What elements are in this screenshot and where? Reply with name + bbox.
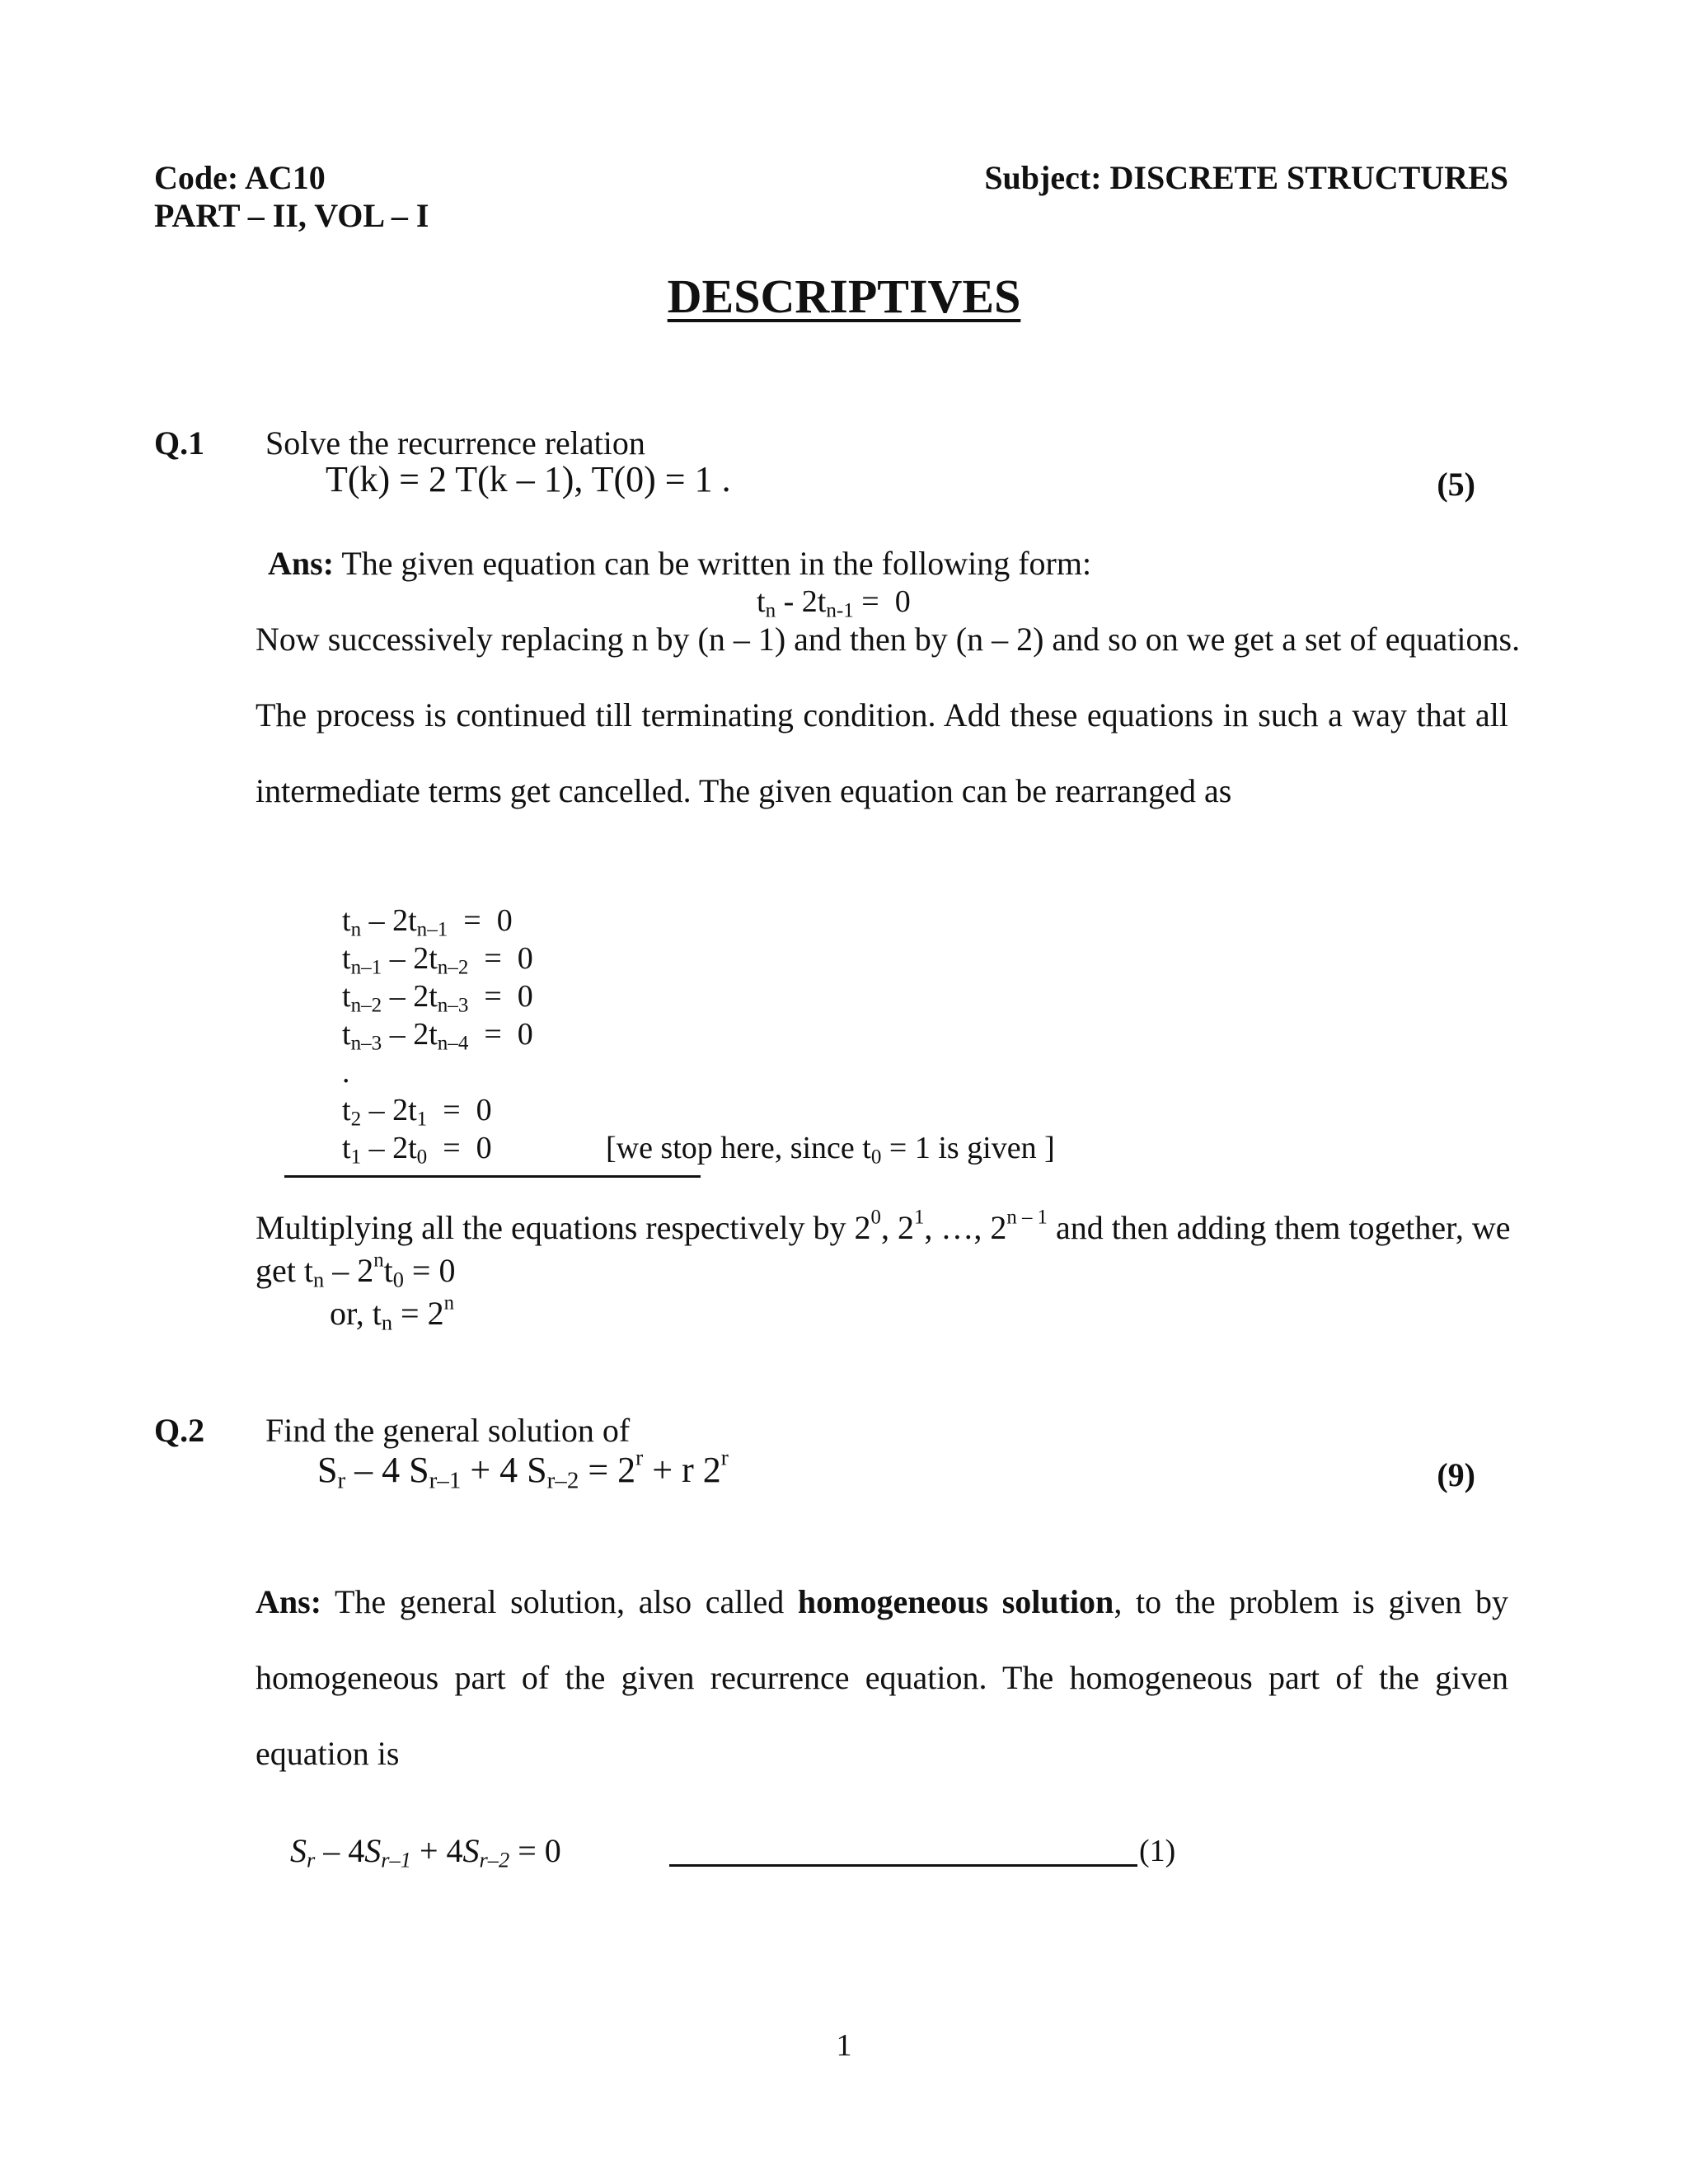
- subject-label: Subject: DISCRETE STRUCTURES: [984, 159, 1508, 196]
- part-label: PART – II, VOL – I: [154, 197, 429, 234]
- mult-text-b: and then adding them together, we: [1047, 1209, 1511, 1246]
- title-text: DESCRIPTIVES: [667, 269, 1021, 323]
- sum-rule: [284, 1175, 701, 1178]
- q1-paragraph-2b: intermediate terms get cancelled. The given equation can be rearranged as: [256, 772, 1232, 809]
- q1-ans-intro-text: The given equation can be written in the following form:: [341, 545, 1092, 582]
- q1-paragraph-2a: The process is continued till terminating condition. Add these equations in such a way that all: [256, 696, 1508, 733]
- eq-dot: .: [342, 1055, 350, 1090]
- q2-paragraph-3: equation is: [256, 1735, 400, 1772]
- mult-text-a: Multiplying all the equations respectively by 2: [256, 1209, 871, 1246]
- or-text: or, t: [330, 1295, 382, 1332]
- q2-p1-b: , to the problem is given by: [1114, 1583, 1509, 1620]
- stop-note-a: [we stop here, since t: [606, 1131, 871, 1165]
- q2-p1-a: The general solution, also called: [334, 1583, 785, 1620]
- get-text: get t: [256, 1252, 313, 1289]
- q2-ans-label: Ans:: [256, 1583, 322, 1620]
- q1-form-equation: $t_n - 2t_{n-1} = 0$: [757, 584, 911, 622]
- q1-marks: (5): [1437, 466, 1475, 503]
- q1-result: or, $t_n = 2^n$: [330, 1291, 455, 1335]
- stop-note-b: = 1 is given ]: [881, 1131, 1055, 1165]
- eq-blank-rule: [669, 1864, 1137, 1867]
- code-label: Code: AC10: [154, 159, 326, 196]
- q2-marks: (9): [1437, 1456, 1475, 1493]
- eq-line-2: $t_{n-1} - 2t_{n-2} = 0$: [342, 941, 533, 979]
- q2-equation: $S_r - 4$ $S_{r-1} + 4$ $S_{r-2} = 2^r + r$ 2$^r$: [317, 1445, 729, 1494]
- q2-paragraph-2: homogeneous part of the given recurrence equation. The homogeneous part of the given: [256, 1659, 1508, 1696]
- q1-number: Q.1: [154, 424, 205, 462]
- q1-equation: T(k) = 2 T(k – 1), T(0) = 1 .: [326, 459, 731, 499]
- q1-prompt: Solve the recurrence relation: [265, 424, 645, 462]
- eq-line-1: $t_n - 2t_{n-1} = 0$: [342, 903, 513, 941]
- q2-number: Q.2: [154, 1412, 205, 1449]
- q2-homogeneous-equation: $S_r - 4S_{r-1} + 4S_{r-2} = 0$: [290, 1832, 561, 1872]
- page-title: [0, 269, 1688, 324]
- eq-label: (1): [1139, 1834, 1176, 1868]
- q1-multiplying: Multiplying all the equations respectively by $2^0$, $2^1$, …, 2$^{n - 1}$ and then adding them together, we: [256, 1206, 1511, 1246]
- q1-answer-intro: [268, 544, 1091, 583]
- q2-p1-bold: homogeneous solution: [797, 1583, 1114, 1620]
- stop-note: [we stop here, since $t_0 = 1$ is given ]: [606, 1131, 1055, 1169]
- eq-line-4: $t_{n-3} - 2t_{n-4} = 0$: [342, 1017, 533, 1055]
- eq-line-3: $t_{n-2} - 2t_{n-3} = 0$: [342, 979, 533, 1017]
- q1-ans-label: Ans:: [268, 545, 335, 582]
- eq-line-6: $t_1 - 2t_0 = 0$: [342, 1131, 492, 1169]
- q2-prompt: Find the general solution of: [265, 1412, 631, 1449]
- eq-line-5: $t_2 - 2t_1 = 0$: [342, 1093, 492, 1131]
- q1-get-line: get $t_n - 2^nt_0 = 0$: [256, 1249, 456, 1292]
- q1-paragraph-1: Now successively replacing n by (n – 1) and then by (n – 2) and so on we get a set of equations.: [256, 621, 1521, 658]
- q2-paragraph-1: [256, 1582, 1508, 1621]
- page-number: 1: [836, 2028, 852, 2063]
